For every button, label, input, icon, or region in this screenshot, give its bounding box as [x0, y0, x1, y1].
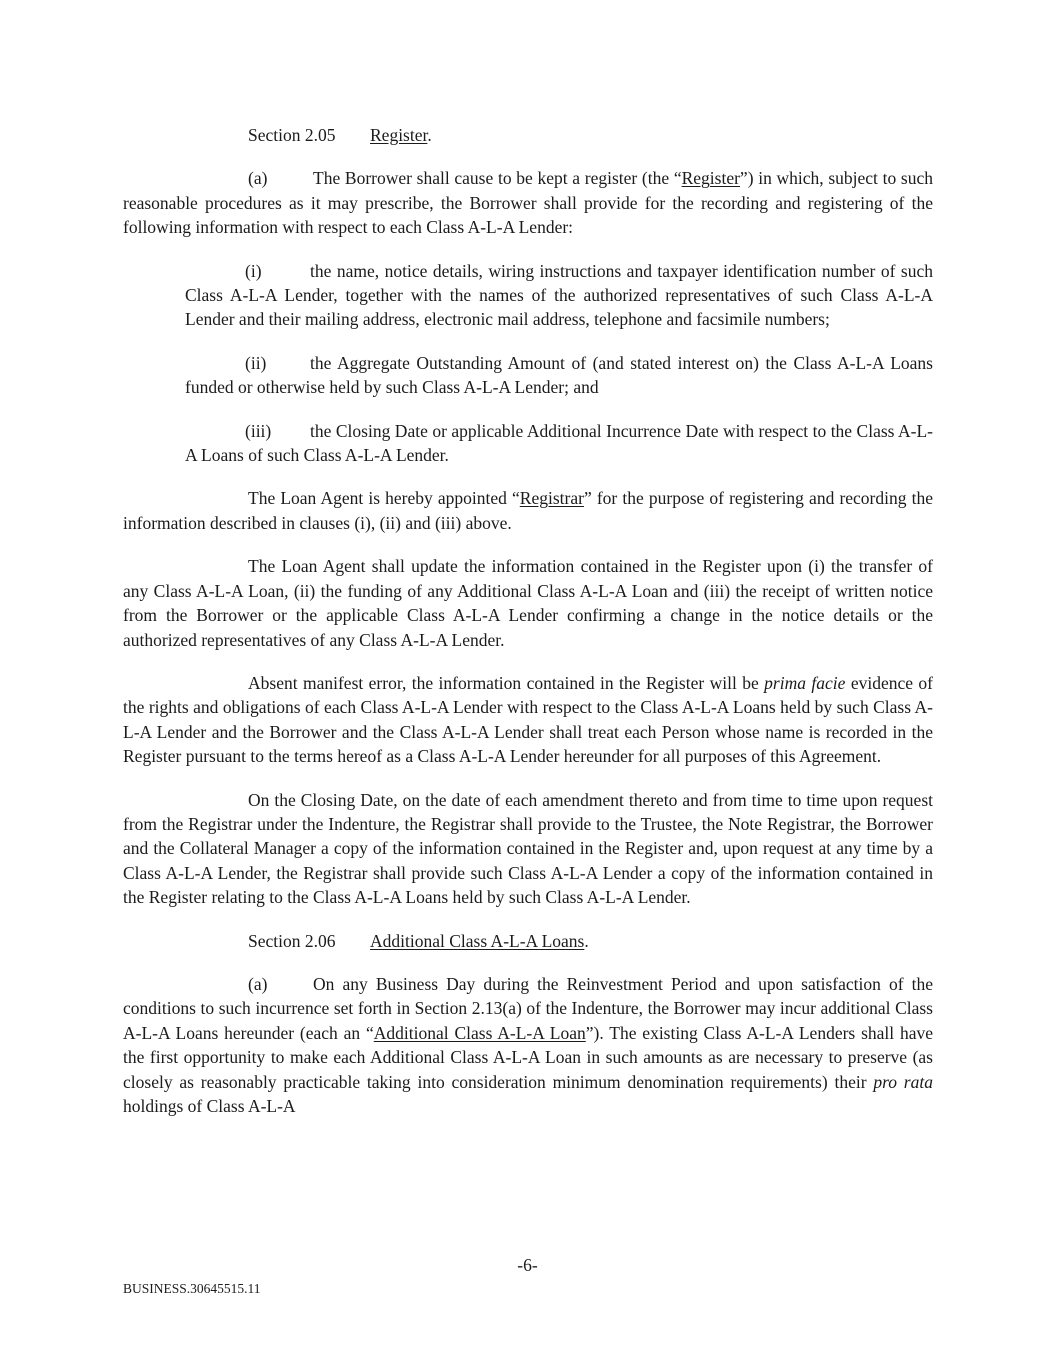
paragraph-prima-facie-text-1: Absent manifest error, the information contained in the Register will be: [248, 672, 765, 693]
paragraph-prima-facie: [123, 671, 933, 769]
paragraph-2-06-a-text-3: holdings of Class A-L-A: [123, 1096, 296, 1116]
document-body: [123, 123, 933, 1137]
clause-iii-text: the Closing Date or applicable Additional Incurrence Date with respect to the Class A-L-A Loans of such Class A-L-A Lender.: [185, 420, 933, 466]
section-2-05-number: Section 2.05: [248, 125, 336, 145]
paragraph-2-05-a: [123, 166, 933, 239]
defined-term-register: Register: [681, 168, 740, 189]
paragraph-update: [123, 554, 933, 652]
clause-iii-marker: (iii): [245, 420, 272, 441]
clause-ii-text: the Aggregate Outstanding Amount of (and stated interest on) the Class A-L-A Loans funded or otherwise held by such Class A-L-A Lender; and: [185, 352, 933, 398]
clause-i: [185, 259, 933, 332]
section-2-05-heading: [123, 123, 933, 147]
clause-ii-marker: (ii): [245, 352, 267, 373]
paragraph-registrar: [123, 486, 933, 535]
footer-doc-id: BUSINESS.30645515.11: [123, 1281, 261, 1296]
paragraph-marker-a: (a): [248, 168, 268, 189]
section-2-06-number: Section 2.06: [248, 930, 336, 951]
clause-iii: [185, 419, 933, 468]
paragraph-closing-date-text: On the Closing Date, on the date of each amendment thereto and from time to time upon request from the Registrar under the Indenture, the Registrar shall provide to the Trustee, the Note Registrar, the Borrower and the Collateral Manager a copy of the information contained in the Register and, upon request at any time by a Class A-L-A Lender, the Registrar shall provide such Class A-L-A Lender a copy of the information contained in the Register relating to the Class A-L-A Loans held by such Class A-L-A Lender.: [123, 789, 933, 908]
paragraph-closing-date: [123, 788, 933, 910]
paragraph-2-06-marker-a: (a): [248, 973, 268, 994]
defined-term-additional-class-a-l-a-loan: Additional Class A-L-A Loan: [373, 1022, 586, 1043]
paragraph-2-06-a-text-1: On any Business Day during the Reinvestment Period and upon satisfaction of the conditions to such incurrence set forth in Section 2.13(a) of the Indenture, the Borrower may incur additional Class A-L-A Loans hereunder (each an “: [123, 973, 933, 1043]
paragraph-2-05-a-text-1: The Borrower shall cause to be kept a register (the “: [313, 168, 682, 189]
defined-term-registrar: Registrar: [519, 488, 584, 509]
section-2-05-title: Register: [370, 125, 428, 145]
paragraph-registrar-text-1: The Loan Agent is hereby appointed “: [248, 488, 520, 509]
section-2-06-heading: [123, 929, 933, 953]
paragraph-2-05-a-text-2: ”) in which, subject to such reasonable procedures as it may prescribe, the Borrower shall provide for the recording and registering of the following information with respect to each Class A-L-A Lender:: [123, 168, 933, 238]
paragraph-prima-facie-text-2: evidence of the rights and obligations of each Class A-L-A Lender with respect to the Class A-L-A Loans held by such Class A-L-A Lender and the Borrower and the Class A-L-A Lender shall treat each Person whose name is recorded in the Register pursuant to the terms hereof as a Class A-L-A Lender hereunder for all purposes of this Agreement.: [123, 672, 933, 767]
clause-ii: [185, 351, 933, 400]
section-2-05-period: .: [427, 125, 432, 145]
page-number: -6-: [517, 1255, 538, 1275]
paragraph-update-text: The Loan Agent shall update the information contained in the Register upon (i) the transfer of any Class A-L-A Loan, (ii) the funding of any Additional Class A-L-A Loan and (iii) the receipt of written notice from the Borrower or the applicable Class A-L-A Lender confirming a change in the notice details or the authorized representatives of any Class A-L-A Lender.: [123, 556, 933, 650]
paragraph-2-06-a-text-2: ”). The existing Class A-L-A Lenders shall have the first opportunity to make each Additional Class A-L-A Loan in such amounts as are necessary to preserve (as closely as reasonably practicable taking into consideration minimum denomination requirements) their: [123, 1022, 933, 1092]
clause-i-marker: (i): [245, 260, 262, 281]
section-2-06-period: .: [584, 930, 589, 951]
paragraph-registrar-text-2: ” for the purpose of registering and recording the information described in clauses (i), (ii) and (iii) above.: [123, 488, 933, 533]
latin-term-prima-facie: prima facie: [764, 672, 846, 693]
latin-term-pro-rata: pro rata: [873, 1071, 933, 1092]
clause-i-text: the name, notice details, wiring instructions and taxpayer identification number of such Class A-L-A Lender, together with the names of the authorized representatives of such Class A-L-A Lender and their mailing address, electronic mail address, telephone and facsimile numbers;: [185, 260, 933, 330]
section-2-06-title: Additional Class A-L-A Loans: [370, 930, 585, 951]
paragraph-2-06-a: [123, 972, 933, 1118]
